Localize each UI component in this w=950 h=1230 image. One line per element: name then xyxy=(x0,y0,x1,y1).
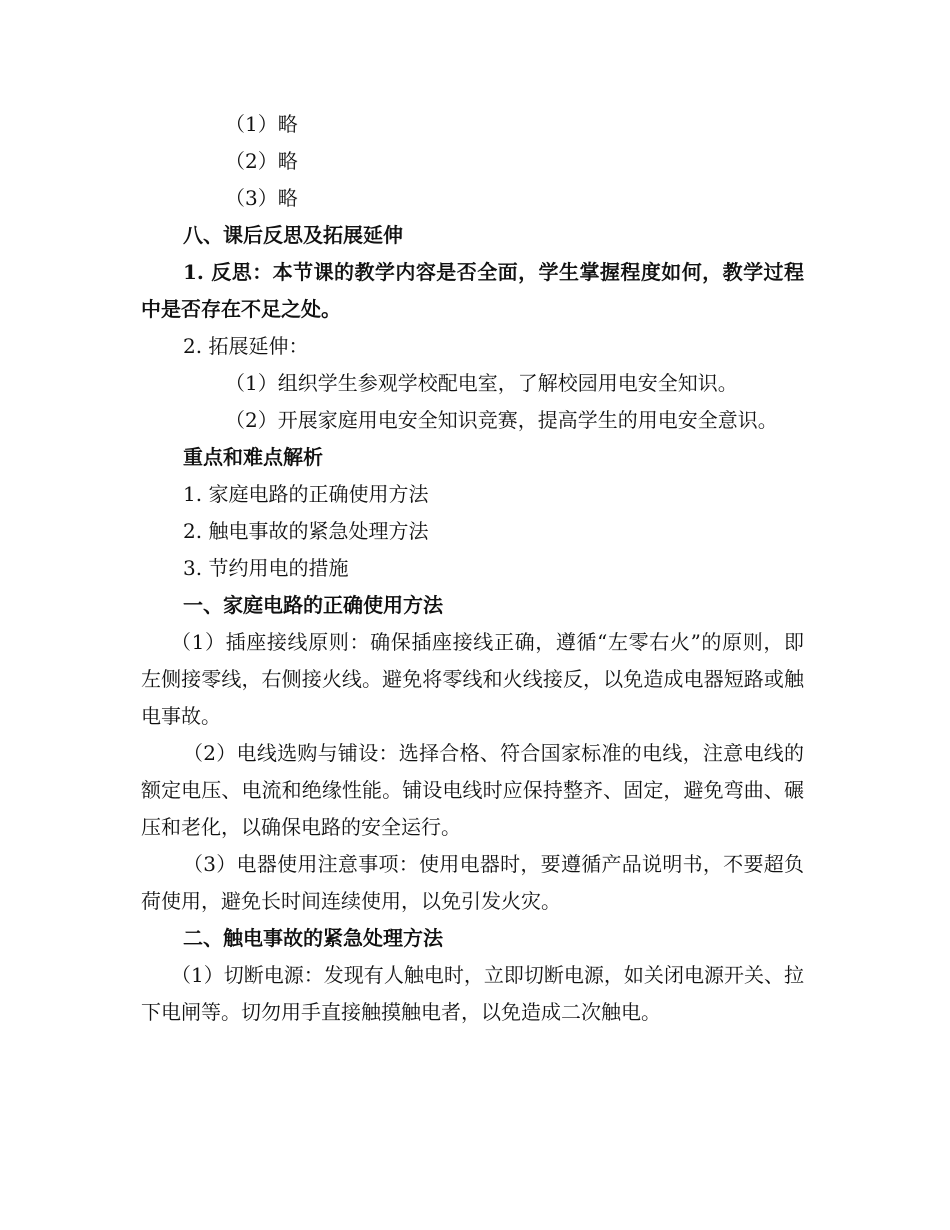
list-item: 1. 家庭电路的正确使用方法 xyxy=(183,482,429,506)
body-paragraph: （1）切断电源：发现有人触电时，立即切断电源，如关闭电源开关、拉下电闸等。切勿用手直接触摸触电者，以免造成二次触电。 xyxy=(141,963,804,1024)
list-item: 2. 拓展延伸： xyxy=(183,334,309,358)
list-item: （2）略 xyxy=(225,149,298,173)
list-item: （1）略 xyxy=(225,112,298,136)
body-paragraph: （1）插座接线原则：确保插座接线正确，遵循“左零右火”的原则，即左侧接零线，右侧接火线。避免将零线和火线接反，以免造成电器短路或触电事故。 xyxy=(141,630,804,728)
section-heading: 重点和难点解析 xyxy=(183,445,323,469)
section-heading: 八、课后反思及拓展延伸 xyxy=(183,223,403,247)
list-item: （2）开展家庭用电安全知识竞赛，提高学生的用电安全意识。 xyxy=(225,408,778,432)
body-paragraph: （2）电线选购与铺设：选择合格、符合国家标准的电线，注意电线的额定电压、电流和绝缘性能。铺设电线时应保持整齐、固定，避免弯曲、碾压和老化，以确保电路的安全运行。 xyxy=(141,741,804,839)
list-item: 3. 节约用电的措施 xyxy=(183,556,349,580)
list-item: 2. 触电事故的紧急处理方法 xyxy=(183,519,429,543)
reflection-paragraph: 1. 反思：本节课的教学内容是否全面，学生掌握程度如何，教学过程中是否存在不足之处。 xyxy=(141,260,804,321)
body-paragraph: （3）电器使用注意事项：使用电器时，要遵循产品说明书，不要超负荷使用，避免长时间连续使用，以免引发火灾。 xyxy=(141,852,804,913)
list-item: （3）略 xyxy=(225,186,298,210)
list-item: （1）组织学生参观学校配电室，了解校园用电安全知识。 xyxy=(225,371,738,395)
section-heading: 二、触电事故的紧急处理方法 xyxy=(183,926,443,950)
section-heading: 一、家庭电路的正确使用方法 xyxy=(183,593,443,617)
